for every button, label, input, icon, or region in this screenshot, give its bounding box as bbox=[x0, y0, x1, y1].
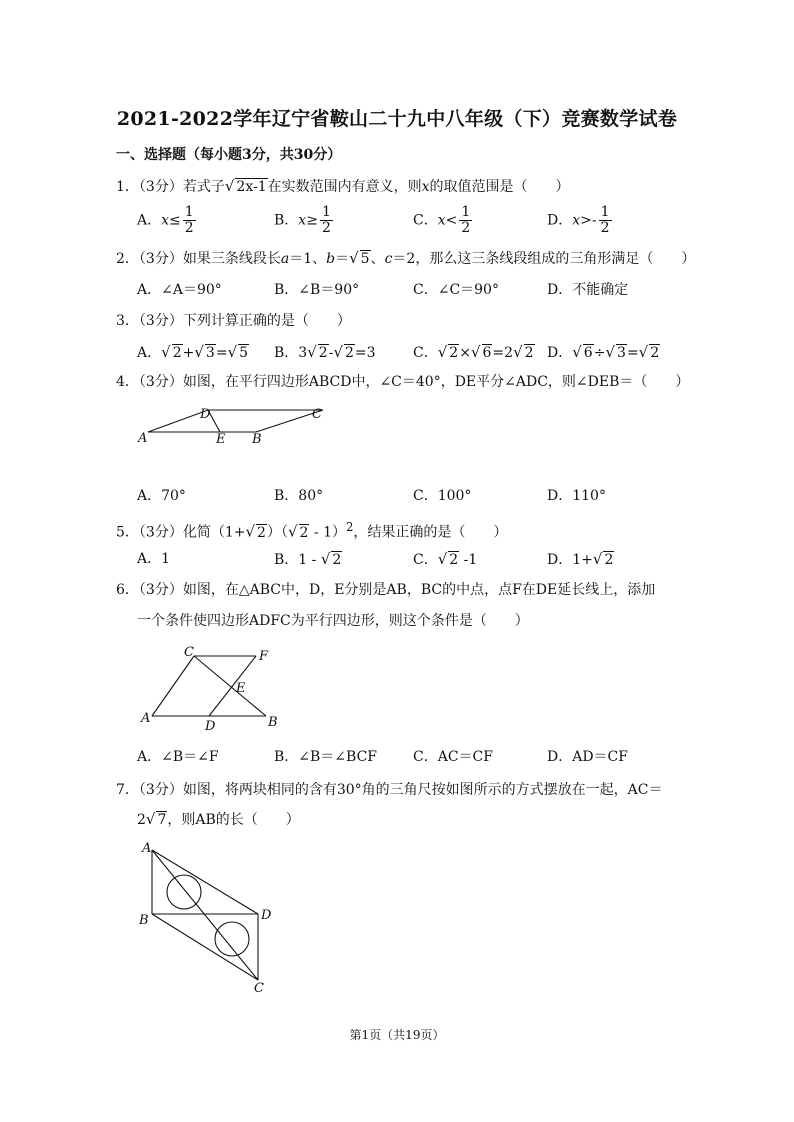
parallelogram-figure bbox=[138, 402, 338, 474]
edge-bc bbox=[152, 914, 258, 980]
option-a[interactable]: A．70° bbox=[137, 488, 186, 504]
option-b[interactable]: B．3√ 2-√ 2=3 bbox=[274, 343, 376, 361]
option-c[interactable]: C．AC＝CF bbox=[413, 749, 493, 765]
question-2: 2．（3分）如果三条线段长a＝1、b＝√ 5、c＝2，那么这三条线段组成的三角形满足（ ） bbox=[116, 249, 696, 267]
label-a: A bbox=[138, 431, 148, 446]
question-1-options bbox=[137, 205, 697, 241]
option-d[interactable]: D．AD＝CF bbox=[547, 749, 628, 765]
page-footer: 第1页（共19页） bbox=[349, 1028, 445, 1042]
option-c[interactable]: C．√ 2×√ 6=2√ 2 bbox=[413, 343, 534, 361]
side-ac bbox=[152, 656, 194, 716]
question-6-line-2: 一个条件使四边形ADFC为平行四边形，则这个条件是（ ） bbox=[137, 613, 529, 629]
label-b: B bbox=[252, 432, 262, 447]
option-c[interactable]: C．√ 2 -1 bbox=[413, 550, 478, 568]
label-c: C bbox=[184, 645, 194, 660]
label-a: A bbox=[141, 711, 151, 726]
option-a[interactable]: A．∠B＝∠F bbox=[137, 749, 219, 765]
label-e: E bbox=[236, 681, 246, 696]
question-3: 3．（3分）下列计算正确的是（ ） bbox=[116, 313, 351, 329]
edge-ac bbox=[152, 850, 258, 980]
question-6-line-1: 6．（3分）如图，在△ABC中，D，E分别是AB，BC的中点，点F在DE延长线上，添加 bbox=[116, 582, 656, 598]
label-f: F bbox=[259, 649, 269, 664]
label-c: C bbox=[254, 981, 264, 996]
label-e: E bbox=[216, 432, 226, 447]
question-1: 1．（3分）若式子√ 2x-1在实数范围内有意义，则x的取值范围是（ ） bbox=[116, 177, 570, 195]
question-6-options bbox=[137, 747, 697, 783]
option-b[interactable]: B．∠B＝∠BCF bbox=[274, 749, 378, 765]
option-d[interactable]: D．x>- $\frac{1}{2}$ bbox=[547, 204, 610, 236]
label-d: D bbox=[200, 407, 211, 422]
triangle-figure bbox=[138, 646, 288, 736]
option-b[interactable]: B．80° bbox=[274, 488, 324, 504]
question-4: 4．（3分）如图，在平行四边形ABCD中，∠C＝40°，DE平分∠ADC，则∠DEB＝（ ） bbox=[116, 374, 690, 390]
option-c[interactable]: C．∠C＝90° bbox=[413, 282, 499, 298]
set-squares-figure bbox=[136, 840, 286, 1000]
label-a: A bbox=[142, 841, 152, 856]
question-5: 5．（3分）化简（1+√ 2）（√ 2 - 1）$^2$，结果正确的是（ ） bbox=[116, 520, 508, 541]
label-c: C bbox=[312, 407, 322, 422]
option-d[interactable]: D．不能确定 bbox=[547, 282, 629, 298]
section-heading: 一、选择题（每小题3分，共30分） bbox=[116, 147, 342, 163]
option-c[interactable]: C．100° bbox=[413, 488, 472, 504]
side-cb bbox=[194, 656, 266, 716]
label-b: B bbox=[139, 913, 149, 928]
option-d[interactable]: D．√ 6÷√ 3=√ 2 bbox=[547, 343, 660, 361]
option-d[interactable]: D．110° bbox=[547, 488, 606, 504]
option-b[interactable]: B．x≥ $\frac{1}{2}$ bbox=[274, 204, 331, 236]
option-b[interactable]: B．∠B＝90° bbox=[274, 282, 360, 298]
edge-ad bbox=[152, 850, 258, 914]
parallelogram-outline bbox=[148, 410, 323, 432]
option-a[interactable]: A．√ 2+√ 3=√ 5 bbox=[137, 343, 249, 361]
option-a[interactable]: A．1 bbox=[137, 551, 171, 567]
question-7-line-1: 7．（3分）如图，将两块相同的含有30°角的三角尺按如图所示的方式摆放在一起，AC＝ bbox=[116, 782, 663, 798]
option-b[interactable]: B．1 - √ 2 bbox=[274, 550, 342, 568]
option-c[interactable]: C．x< $\frac{1}{2}$ bbox=[413, 204, 471, 236]
option-a[interactable]: A．∠A＝90° bbox=[137, 282, 222, 298]
circle-lower bbox=[215, 922, 249, 956]
option-d[interactable]: D．1+√ 2 bbox=[547, 550, 614, 568]
label-d: D bbox=[261, 908, 272, 923]
label-b: B bbox=[268, 715, 278, 730]
question-7-line-2: 2√ 7，则AB的长（ ） bbox=[137, 810, 300, 828]
exam-title: 2021-2022学年辽宁省鞍山二十九中八年级（下）竞赛数学试卷 bbox=[116, 108, 678, 130]
option-a[interactable]: A．x≤ $\frac{1}{2}$ bbox=[137, 204, 194, 236]
sqrt-expression: 2x-1 bbox=[236, 179, 267, 195]
segment-df bbox=[209, 656, 256, 716]
circle-upper bbox=[167, 875, 201, 909]
label-d: D bbox=[205, 719, 216, 734]
